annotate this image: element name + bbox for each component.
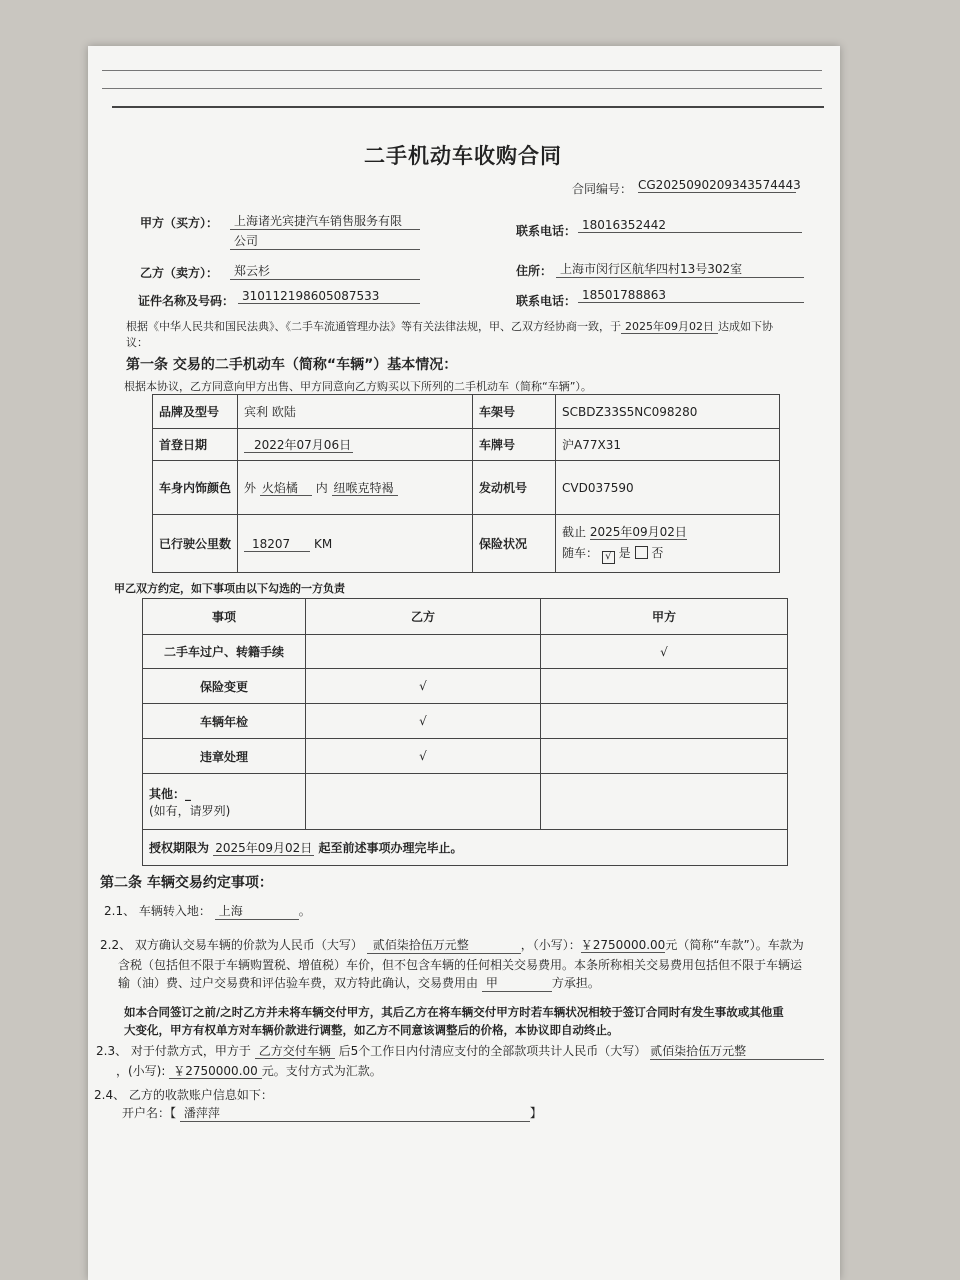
- clause-2-2-text1: 双方确认交易车辆的价款为人民币（大写）: [134, 938, 363, 952]
- party-b-address: 上海市闵行区航华四村13号302室: [556, 260, 804, 278]
- yes-label: 是: [618, 546, 631, 560]
- yes-checkbox[interactable]: √: [602, 551, 615, 564]
- header-party-b: 乙方: [306, 599, 541, 635]
- account-end: 】: [529, 1106, 542, 1120]
- reg-date-cell: [238, 429, 473, 461]
- mileage-label: 已行驶公里数: [153, 515, 238, 573]
- brand-label: 品牌及型号: [153, 395, 238, 429]
- clause-2-1: [104, 902, 311, 920]
- exterior-color: 火焰橘: [260, 481, 312, 496]
- row-item: 车辆年检: [143, 704, 306, 739]
- row-party-b-check[interactable]: √: [306, 704, 541, 739]
- responsibility-table: [142, 598, 788, 866]
- bold-clause-line1: 如本合同签订之前/之时乙方并未将车辆交付甲方，其后乙方在将车辆交付甲方时若车辆状况相较于签订合同时有发生事故或其他重: [124, 1005, 784, 1019]
- clause-2-2-upper: 贰佰柒拾伍万元整: [367, 936, 521, 954]
- clause-2-1-value: 上海: [215, 902, 299, 920]
- party-a-label: 甲方（买方）：: [140, 216, 219, 230]
- preamble-date: 2025年09月02日: [621, 320, 718, 334]
- party-b-address-label: 住所：: [516, 264, 553, 278]
- clause-2-3-no: 2.3、: [96, 1044, 128, 1058]
- clause-2-3-text4: 元。支付方式为汇款。: [261, 1064, 382, 1078]
- preamble-text2: 达成如下协: [718, 320, 773, 333]
- color-label: 车身内饰颜色: [153, 461, 238, 515]
- clause-2-2-lower: ￥2750000.00: [580, 938, 666, 952]
- auth-suffix: 起至前述事项办理完毕止。: [318, 841, 463, 855]
- plate-label: 车牌号: [473, 429, 556, 461]
- contract-title: 二手机动车收购合同: [364, 144, 562, 168]
- exterior-prefix: 外: [244, 481, 257, 495]
- clause-2-3-line2: [116, 1062, 382, 1079]
- bold-clause-line2: 大变化，甲方有权单方对车辆价款进行调整，如乙方不同意该调整后的价格，本协议即自动终止。: [124, 1023, 619, 1037]
- article2-heading: 第二条 车辆交易约定事项：: [100, 875, 273, 891]
- account-name: 潘萍萍: [180, 1104, 530, 1122]
- row-item: 二手车过户、转籍手续: [143, 635, 306, 669]
- party-a-phone: 18016352442: [578, 218, 802, 233]
- auth-date: 2025年09月02日: [215, 841, 313, 855]
- clause-2-4-text: 乙方的收款账户信息如下：: [128, 1088, 273, 1102]
- row-party-a-check[interactable]: [541, 669, 788, 704]
- table-row-other: [143, 774, 788, 830]
- other-note: (如有，请罗列): [149, 803, 231, 818]
- party-b-id-no: 310112198605087533: [238, 289, 420, 304]
- clause-2-2-line1: [100, 936, 804, 954]
- reg-date-value: 2022年07月06日: [244, 438, 353, 453]
- other-cell: [143, 774, 306, 830]
- party-b-phone-label: 联系电话：: [516, 294, 577, 308]
- other-party-a[interactable]: [541, 774, 788, 830]
- article1-heading: 第一条 交易的二手机动车（简称“车辆”）基本情况：: [126, 357, 458, 373]
- insurance-date: 2025年09月02日: [589, 525, 687, 539]
- mileage-cell: [238, 515, 473, 573]
- preamble-text1: 根据《中华人民共和国民法典》、《二手车流通管理办法》等有关法律法规，甲、乙双方经协商一致，于: [126, 320, 621, 333]
- row-item: 违章处理: [143, 739, 306, 774]
- clause-2-2-no: 2.2、: [100, 938, 132, 952]
- auth-period-cell: [143, 830, 788, 866]
- row-party-a-check[interactable]: [541, 704, 788, 739]
- clause-2-2-payer: 甲: [482, 974, 552, 992]
- party-b-id-label: 证件名称及号码：: [138, 294, 235, 308]
- insurance-prefix: 截止: [562, 525, 587, 539]
- account-line: [122, 1104, 542, 1122]
- mileage-unit: KM: [314, 536, 333, 551]
- clause-2-3-lower: ￥2750000.00: [169, 1064, 262, 1079]
- clause-2-2-text2: ，（小写）：: [520, 938, 581, 952]
- clause-2-2-text3: 元（简称“车款”）。车款为: [665, 938, 804, 952]
- clause-2-1-end: 。: [298, 904, 311, 918]
- party-a-phone-label: 联系电话：: [516, 224, 577, 238]
- header-item: 事项: [143, 599, 306, 635]
- row-party-b-check[interactable]: [306, 635, 541, 669]
- header-rule: [102, 70, 822, 71]
- insurance-label: 保险状况: [473, 515, 556, 573]
- header-rule: [112, 106, 824, 108]
- clause-2-4: [94, 1086, 273, 1103]
- engine-value: CVD037590: [556, 461, 780, 515]
- clause-2-2-line3a: 输（油）费、过户交易费和评估验车费，双方特此确认，交易费用由: [118, 976, 479, 990]
- insurance-cell: [556, 515, 780, 573]
- color-cell: [238, 461, 473, 515]
- engine-label: 发动机号: [473, 461, 556, 515]
- table-row: [143, 635, 788, 669]
- header-party-a: 甲方: [541, 599, 788, 635]
- with-car-label: 随车：: [562, 546, 599, 560]
- clause-2-3-text3: ，(小写):: [116, 1064, 166, 1078]
- brand-value: 宾利 欧陆: [238, 395, 473, 429]
- table-row: [143, 739, 788, 774]
- preamble-text: [126, 318, 773, 334]
- row-item: 保险变更: [143, 669, 306, 704]
- article1-intro: 根据本协议，乙方同意向甲方出售、甲方同意向乙方购买以下所列的二手机动车（简称“车辆”）。: [124, 380, 592, 393]
- clause-2-1-no: 2.1、: [104, 904, 136, 918]
- other-blank: _: [185, 786, 192, 801]
- other-party-b[interactable]: [306, 774, 541, 830]
- clause-2-3-text1: 对于付款方式，甲方于: [130, 1044, 251, 1058]
- contract-no-label: 合同编号：: [572, 182, 633, 196]
- preamble-text3: 议：: [126, 336, 148, 349]
- party-a-name-line1: 上海诸光宾捷汽车销售服务有限: [230, 212, 420, 230]
- no-label: 否: [651, 546, 664, 560]
- party-b-name: 郑云杉: [230, 262, 420, 280]
- clause-2-2-line3: [118, 974, 600, 992]
- clause-2-2-line3b: 方承担。: [551, 976, 600, 990]
- clause-2-3-line1: [96, 1042, 824, 1060]
- clause-2-3-upper: 贰佰柒拾伍万元整: [650, 1042, 824, 1060]
- plate-value: 沪A77X31: [556, 429, 780, 461]
- row-party-b-check[interactable]: √: [306, 669, 541, 704]
- mileage-value: 18207: [244, 537, 310, 552]
- responsibility-intro: 甲乙双方约定，如下事项由以下勾选的一方负责: [114, 582, 345, 595]
- clause-2-1-text: 车辆转入地：: [138, 904, 211, 918]
- account-label: 开户名：【: [122, 1106, 177, 1120]
- reg-date-label: 首登日期: [153, 429, 238, 461]
- vehicle-info-table: [152, 394, 780, 573]
- insurance-line: [562, 523, 773, 540]
- interior-color: 纽喉克特褐: [332, 481, 398, 496]
- no-checkbox[interactable]: [635, 546, 648, 559]
- row-party-b-check[interactable]: √: [306, 739, 541, 774]
- party-b-phone: 18501788863: [578, 288, 804, 303]
- header-rule: [102, 88, 822, 89]
- other-label: 其他：: [149, 786, 186, 801]
- table-row: [143, 704, 788, 739]
- row-party-a-check[interactable]: [541, 739, 788, 774]
- contract-page: [88, 46, 840, 1280]
- interior-prefix: 内: [315, 481, 328, 495]
- clause-2-3-cond: 乙方交付车辆: [255, 1044, 335, 1059]
- vin-value: SCBDZ33S5NC098280: [556, 395, 780, 429]
- clause-2-4-no: 2.4、: [94, 1088, 126, 1102]
- row-party-a-check[interactable]: √: [541, 635, 788, 669]
- auth-label: 授权期限为: [149, 841, 210, 855]
- table-row: [143, 669, 788, 704]
- party-b-label: 乙方（卖方）：: [140, 266, 219, 280]
- party-a-name-line2: 公司: [230, 232, 420, 250]
- contract-no-value: CG2025090209343574443: [638, 178, 801, 192]
- clause-2-2-line2: 含税（包括但不限于车辆购置税、增值税）车价，但不包含车辆的任何相关交易费用。本条所称相关交易费用包括但不限于车辆运: [118, 958, 803, 972]
- other-label-line: [149, 785, 299, 802]
- vin-label: 车架号: [473, 395, 556, 429]
- with-car-line: [562, 544, 773, 564]
- clause-2-3-text2: 后5个工作日内付清应支付的全部款项共计人民币（大写）: [338, 1044, 647, 1058]
